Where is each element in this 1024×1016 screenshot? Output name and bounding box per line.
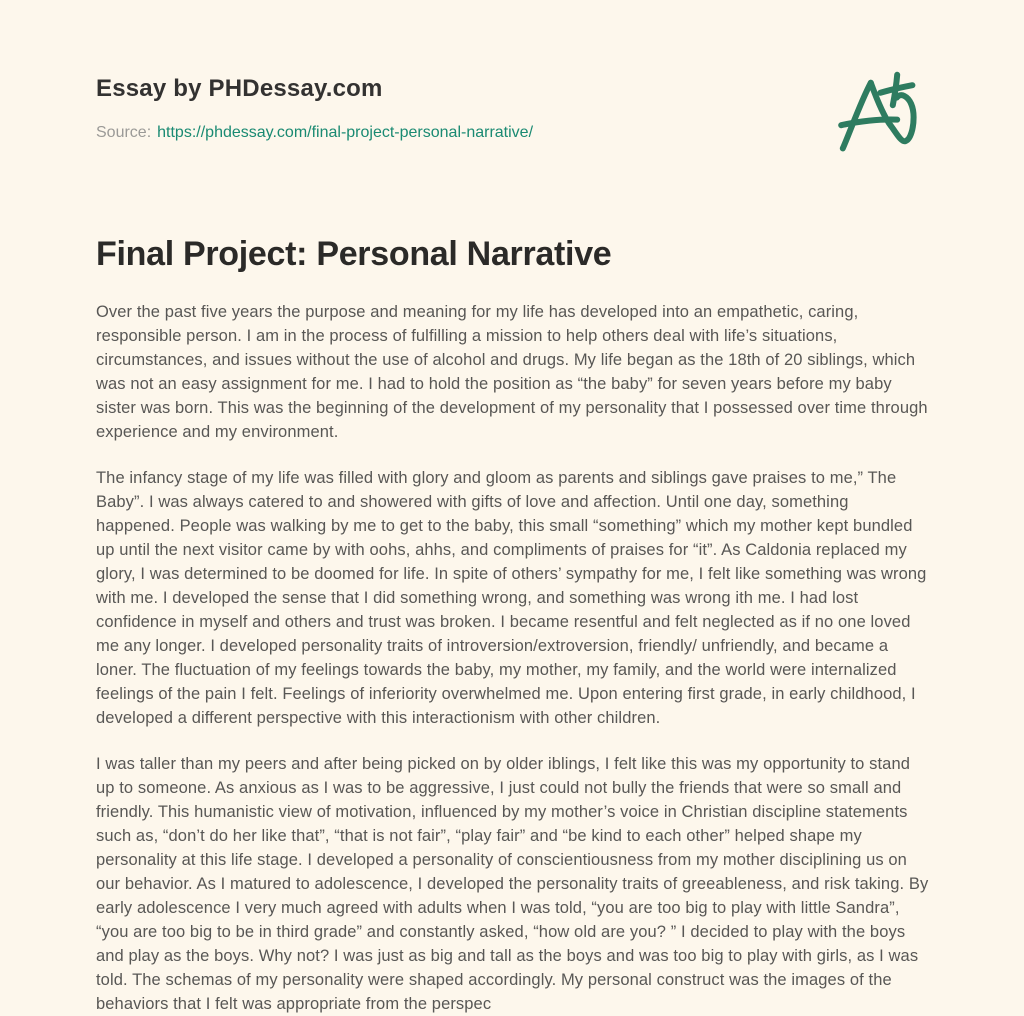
source-link[interactable]: https://phdessay.com/final-project-personal-narrative/: [157, 124, 534, 141]
essay-paragraph-2: The infancy stage of my life was filled with glory and gloom as parents and siblings gave praises to me,” The Baby”. I was always catered to and showered with gifts of love and affection. Until one day, something happened. People was walking by me to get to the baby, this small “something” which my mother kept bundled up until the next visitor came by with oohs, ahhs, and compliments of praises for “it”. As Caldonia replaced my glory, I was determined to be doomed for life. In spite of others’ sympathy for me, I felt like something was wrong with me. I developed the sense that I did something wrong, and something was wrong ith me. I had lost confidence in myself and others and trust was broken. I became resentful and felt neglected as if no one loved me any longer. I developed personality traits of introversion/extroversion, friendly/ unfriendly, and became a loner. The fluctuation of my feelings towards the baby, my mother, my family, and the world were internalized feelings of the pain I felt. Feelings of inferiority overwhelmed me. Upon entering first grade, in early childhood, I developed a different perspective with this interactionism with other children.: [96, 469, 927, 727]
page-header: [96, 74, 928, 160]
source-line: [96, 122, 533, 144]
byline: Essay by PHDessay.com: [96, 75, 383, 102]
header-text-block: [96, 74, 533, 144]
phdessay-a-plus-logo-icon: [830, 68, 926, 160]
essay-paragraph-1: Over the past five years the purpose and meaning for my life has developed into an empathetic, caring, responsible person. I am in the process of fulfilling a mission to help others deal with life’s situations, circumstances, and issues without the use of alcohol and drugs. My life began as the 18th of 20 siblings, which was not an easy assignment for me. I had to hold the position as “the baby” for seven years before my baby sister was born. This was the beginning of the development of my personality that I possessed over time through experience and my environment.: [96, 303, 928, 441]
essay-title: Final Project: Personal Narrative: [96, 235, 612, 273]
source-label: Source:: [96, 124, 152, 141]
essay-paragraph-3: I was taller than my peers and after being picked on by older iblings, I felt like this was my opportunity to stand up to someone. As anxious as I was to be aggressive, I just could not bully the friends that were so small and friendly. This humanistic view of motivation, influenced by my mother’s voice in Christian discipline statements such as, “don’t do her like that”, “that is not fair”, “play fair” and “be kind to each other” helped shape my personality at this life stage. I developed a personality of conscientiousness from my mother disciplining us on our behavior. As I matured to adolescence, I developed the personality traits of greeableness, and risk taking. By early adolescence I very much agreed with adults when I was told, “you are too big to play with little Sandra”, “you are too big to be in third grade” and constantly asked, “how old are you? ” I decided to play with the boys and play as the boys. Why not? I was just as big and tall as the boys and was too big to play with girls, as I was told. The schemas of my personality were shaped accordingly. My personal construct was the images of the behaviors that I felt was appropriate from the perspec: [96, 755, 929, 1013]
